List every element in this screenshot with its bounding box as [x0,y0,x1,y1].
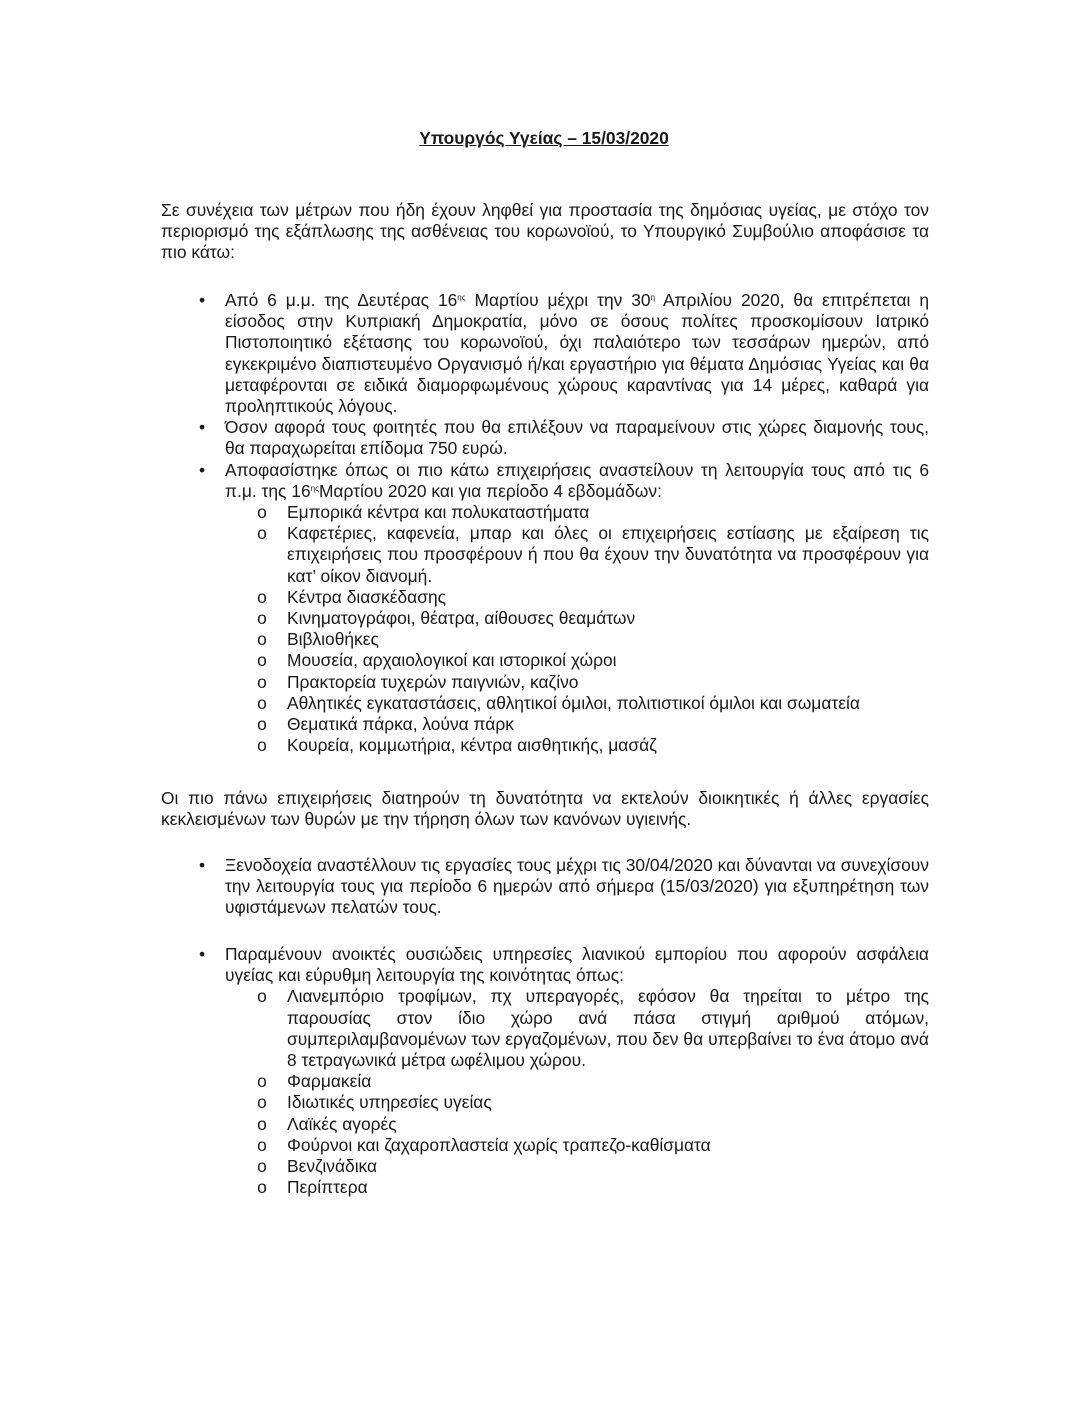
open-services-list [161,944,929,1198]
circle-bullet-icon: o [257,986,267,1007]
list-item: o Κέντρα διασκέδασης [225,587,929,608]
circle-bullet-icon: o [257,692,267,713]
list-item: o Εμπορικά κέντρα και πολυκαταστήματα [225,502,929,523]
open-services-sublist [225,986,929,1198]
list-item [161,460,929,757]
circle-bullet-icon: o [257,671,267,692]
measures-list [161,290,929,756]
hotels-text: Ξενοδοχεία αναστέλλουν τις εργασίες τους μέχρι τις 30/04/2020 και δύνανται να συνεχίσουν την λειτουργία τους για περίοδο 6 ημερών από σήμερα (15/03/2020) για εξυπηρέτηση των υφιστάμενων πελατών τους. [225,855,929,918]
circle-bullet-icon: o [257,1177,267,1198]
students-allowance-text: Όσον αφορά τους φοιτητές που θα επιλέξουν να παραμείνουν στις χώρες διαμονής τους, θα παραχωρείται επίδομα 750 ευρώ. [225,417,929,459]
list-item: o Καφετέριες, καφενεία, μπαρ και όλες οι επιχειρήσεις εστίασης με εξαίρεση τις επιχειρήσεις που προσφέρουν ή που θα έχουν την δυνατότητα να προσφέρουν για κατ’ οίκον διανομή. [225,523,929,587]
circle-bullet-icon: o [257,502,267,523]
list-item: o Θεματικά πάρκα, λούνα πάρκ [225,714,929,735]
list-item: o Βενζινάδικα [225,1156,929,1177]
circle-bullet-icon: o [257,1156,267,1177]
list-item [161,855,929,919]
intro-paragraph: Σε συνέχεια των μέτρων που ήδη έχουν ληφθεί για προστασία της δημόσιας υγείας, με στόχο τον περιορισμό της εξάπλωσης της ασθένειας του κορωνοϊού, το Υπουργικό Συμβούλιο αποφάσισε τα πιο κάτω: [161,200,929,263]
document-title: Υπουργός Υγείας – 15/03/2020 [419,128,669,148]
list-item [161,417,929,459]
list-item [161,944,929,1198]
hotels-list [161,855,929,919]
list-item: o Πρακτορεία τυχερών παιγνιών, καζίνο [225,672,929,693]
entry-restriction-text: Από 6 μ.μ. της Δευτέρας $16^{\eta\varsigma}$ Μαρτίου μέχρι την $30^\eta$ Απριλίου 2020, θα επιτρέπεται η είσοδος στην Κυπριακή Δημοκρατία, μόνο σε όσους πολίτες προσκομίσουν Ιατρικό Πιστοποιητικό εξέτασης του κορωνοϊού, όχι παλαιότερο των τεσσάρων ημερών, από εγκεκριμένο διαπιστευμένο Οργανισμό ή/και εργαστήριο για θέματα Δημόσιας Υγείας και θα μεταφέρονται σε ειδικά διαμορφωμένους χώρους καραντίνας για 14 μέρες, καθαρά για προληπτικούς λόγους. [225,290,929,417]
bullet-icon: • [198,417,206,438]
circle-bullet-icon: o [257,629,267,650]
list-item: o Αθλητικές εγκαταστάσεις, αθλητικοί όμιλοι, πολιτιστικοί όμιλοι και σωματεία [225,693,929,714]
circle-bullet-icon: o [257,714,267,735]
circle-bullet-icon: o [257,523,267,544]
circle-bullet-icon: o [257,735,267,756]
circle-bullet-icon: o [257,608,267,629]
circle-bullet-icon: o [257,1071,267,1092]
list-item: o Βιβλιοθήκες [225,629,929,650]
suspended-businesses-list [225,502,929,756]
closed-doors-paragraph: Οι πιο πάνω επιχειρήσεις διατηρούν τη δυνατότητα να εκτελούν διοικητικές ή άλλες εργασίες κεκλεισμένων των θυρών με την τήρηση όλων των κανόνων υγιεινής. [161,788,929,830]
bullet-icon: • [198,459,206,480]
circle-bullet-icon: o [257,650,267,671]
bullet-icon: • [198,290,206,310]
bullet-icon: • [198,944,206,964]
list-item: o Λιανεμπόριο τροφίμων, πχ υπεραγορές, εφόσον θα τηρείται το μέτρο της παρουσίας στον ίδιο χώρο ανά πάσα στιγμή αριθμού ατόμων, συμπεριλαμβανομένων των εργαζομένων, που δεν θα υπερβαίνει το ένα άτομο ανά 8 τετραγωνικά μέτρα ωφέλιμου χώρου. [225,986,929,1071]
circle-bullet-icon: o [257,586,267,607]
open-services-text: Παραμένουν ανοικτές ουσιώδεις υπηρεσίες λιανικού εμπορίου που αφορούν ασφάλεια υγείας και εύρυθμη λειτουργία της κοινότητας όπως: [225,944,929,986]
bullet-icon: • [198,855,206,875]
list-item: o Μουσεία, αρχαιολογικοί και ιστορικοί χώροι [225,650,929,671]
list-item: o Φούρνοι και ζαχαροπλαστεία χωρίς τραπεζο-καθίσματα [225,1135,929,1156]
circle-bullet-icon: o [257,1092,267,1113]
list-item: o Κουρεία, κομμωτήρια, κέντρα αισθητικής, μασάζ [225,735,929,756]
list-item: o Λαϊκές αγορές [225,1114,929,1135]
circle-bullet-icon: o [257,1113,267,1134]
list-item: o Φαρμακεία [225,1071,929,1092]
list-item: o Ιδιωτικές υπηρεσίες υγείας [225,1092,929,1113]
list-item [161,290,929,417]
business-suspension-text: Αποφασίστηκε όπως οι πιο κάτω επιχειρήσεις αναστείλουν τη λειτουργία τους από τις 6 π.μ. της $16^{\eta\varsigma}M\alpha\rho\tau ίo\upsilon$ 2020 και για περίοδο 4 εβδομάδων: [225,459,929,501]
circle-bullet-icon: o [257,1134,267,1155]
list-item: o Περίπτερα [225,1177,929,1198]
list-item: o Κινηματογράφοι, θέατρα, αίθουσες θεαμάτων [225,608,929,629]
